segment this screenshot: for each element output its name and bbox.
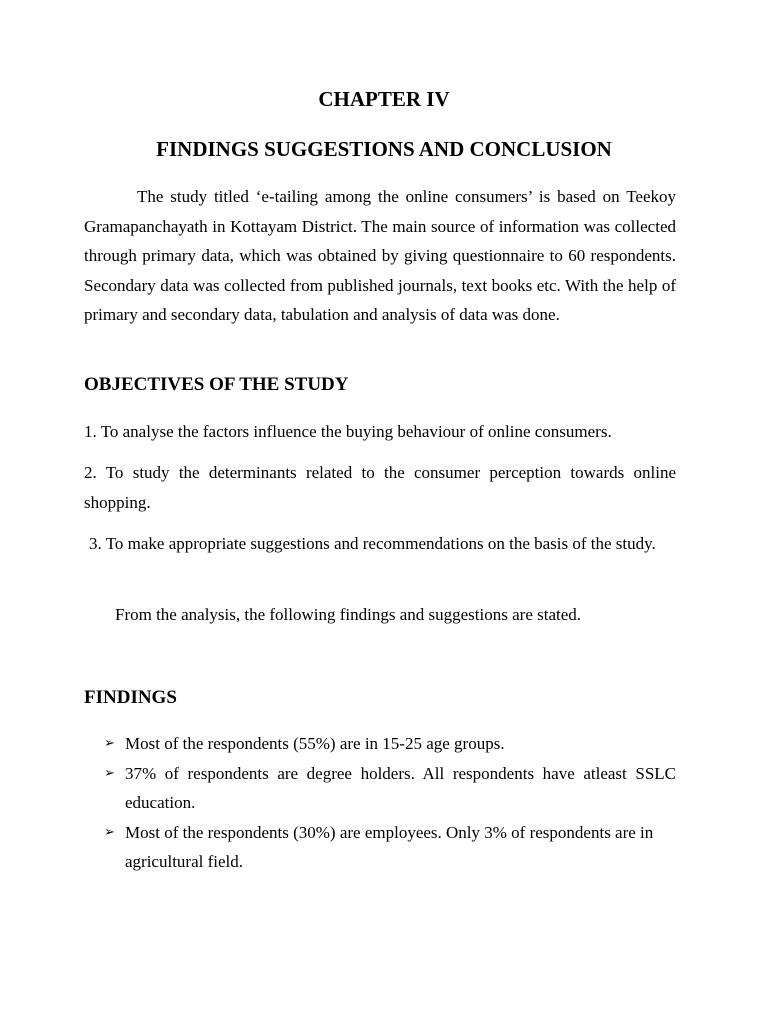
objective-1: 1. To analyse the factors influence the buying behaviour of online consumers. (84, 422, 612, 441)
arrow-bullet-icon: ➢ (104, 824, 115, 840)
finding-item (104, 818, 676, 877)
finding-item (104, 729, 676, 759)
analysis-note: From the analysis, the following findings and suggestions are stated. (115, 605, 582, 624)
arrow-bullet-icon: ➢ (104, 765, 115, 781)
finding-text: 37% of respondents are degree holders. All respondents have atleast SSLC education. (125, 763, 676, 812)
findings-list (104, 729, 676, 877)
intro-paragraph: The study titled ‘e-tailing among the online consumers’ is based on Teekoy Gramapanchayath in Kottayam District. The main source of information was collected through primary data, which was obtained by giving questionnaire to 60 respondents. Secondary data was collected from published journals, text books etc. With the help of primary and secondary data, tabulation and analysis of data was done. (84, 187, 676, 324)
findings-heading: FINDINGS (84, 687, 177, 708)
chapter-title: FINDINGS SUGGESTIONS AND CONCLUSION (156, 137, 612, 161)
objective-2: 2. To study the determinants related to the consumer perception towards online shopping. (84, 463, 676, 512)
finding-item (104, 759, 676, 818)
objective-3: 3. To make appropriate suggestions and recommendations on the basis of the study. (89, 534, 656, 553)
objectives-heading: OBJECTIVES OF THE STUDY (84, 374, 349, 395)
chapter-number: CHAPTER IV (318, 87, 450, 111)
arrow-bullet-icon: ➢ (104, 736, 115, 751)
finding-text: Most of the respondents (55%) are in 15-25 age groups. (125, 734, 505, 753)
finding-text: Most of the respondents (30%) are employees. Only 3% of respondents are in agricultural field. (125, 822, 654, 871)
